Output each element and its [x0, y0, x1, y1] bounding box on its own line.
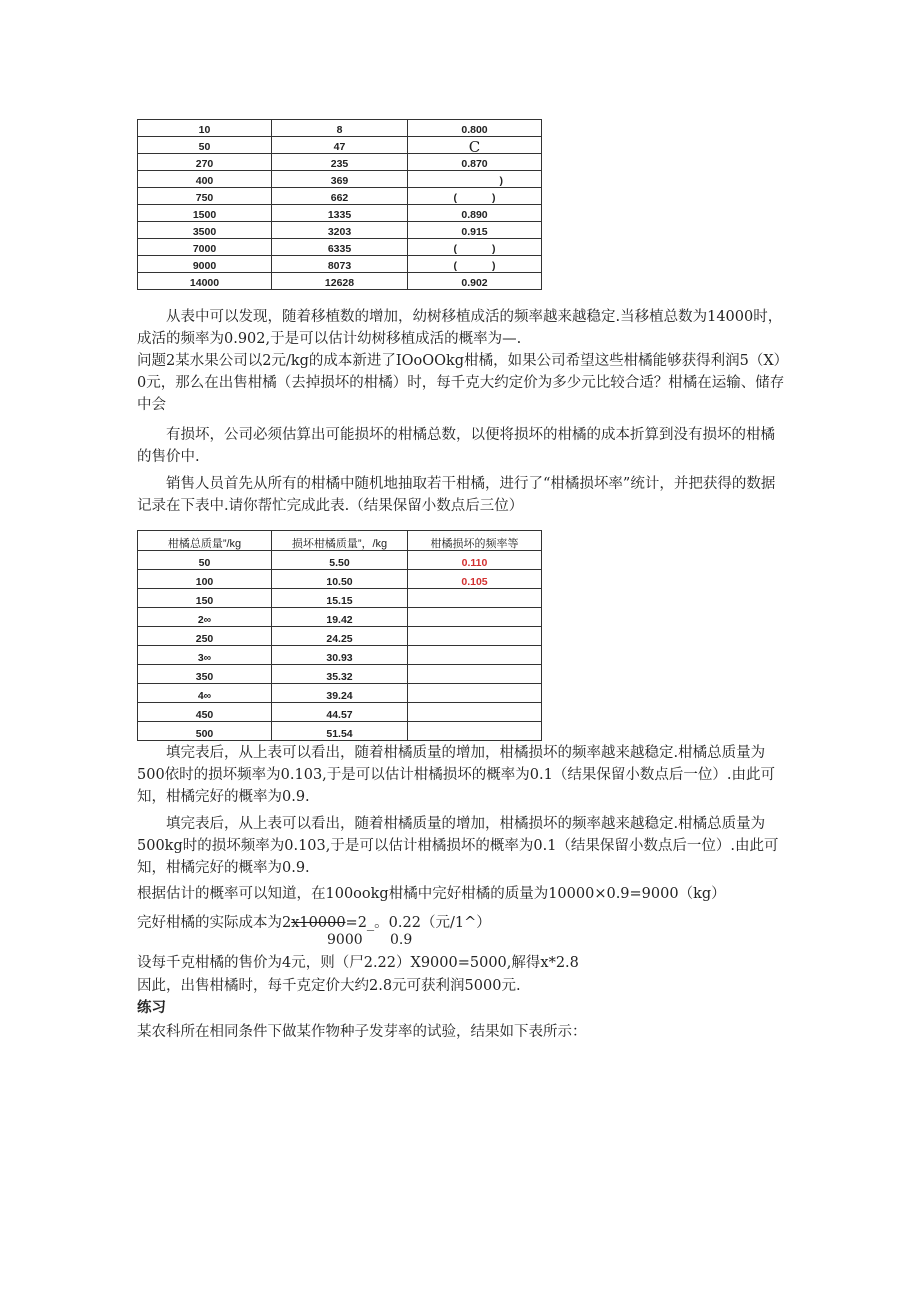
- table-cell: 3203: [272, 222, 408, 239]
- table-cell: 14000: [138, 273, 272, 290]
- line-actual-cost: [137, 912, 491, 934]
- table-row: [138, 703, 542, 722]
- table-cell: C: [408, 137, 542, 154]
- table-row: [138, 627, 542, 646]
- table-cell: ( ): [408, 256, 542, 273]
- cost-struck: x10000: [291, 915, 346, 931]
- table-row: [138, 608, 542, 627]
- cost-prefix: 完好柑橘的实际成本为: [137, 915, 282, 931]
- paragraph-damage-explanation: 有损坏，公司必须估算出可能损坏的柑橘总数，以便将损坏的柑橘的成本折算到没有损坏的柑橘的售价中.: [137, 427, 775, 465]
- table-cell: ): [408, 171, 542, 188]
- table-cell: 500: [138, 722, 272, 741]
- column-header: 损坏柑橘质量”，/kg: [272, 531, 408, 551]
- column-header: 柑橘损坏的频率等: [408, 531, 542, 551]
- line-good-mass: 根据估计的概率可以知道，在100ookg柑橘中完好柑橘的质量为10000×0.9=9000（kg）: [137, 886, 726, 902]
- table-cell: 1335: [272, 205, 408, 222]
- table-cell: 9000: [138, 256, 272, 273]
- table-row: [138, 239, 542, 256]
- table-cell: 44.57: [272, 703, 408, 722]
- paragraph-conclusion-seedlings: 从表中可以发现，随着移植数的增加，幼树移植成活的频率越来越稳定.当移植总数为14000时，成活的频率为0.902,于是可以估计幼树移植成活的概率为—.: [137, 309, 783, 347]
- table-row: [138, 137, 542, 154]
- column-header: 柑橘总质量”/kg: [138, 531, 272, 551]
- table-cell: [408, 608, 542, 627]
- table-cell: 10.50: [272, 570, 408, 589]
- table-row: [138, 273, 542, 290]
- table-cell: ( ): [408, 239, 542, 256]
- table-row: [138, 722, 542, 741]
- table-cell: 10: [138, 120, 272, 137]
- table-cell: [408, 627, 542, 646]
- table-row: [138, 665, 542, 684]
- table-cell: 3∞: [138, 646, 272, 665]
- table-cell: 0.915: [408, 222, 542, 239]
- paragraph-fill-table-2: 填完表后，从上表可以看出，随着柑橘质量的增加，柑橘损坏的频率越来越稳定.柑橘总质量为500kg时的损坏频率为0.103,于是可以估计柑橘损坏的概率为0.1（结果保留小数点后一位）.由此可知，柑橘完好的概率为0.9.: [137, 816, 779, 876]
- table-row: [138, 188, 542, 205]
- table-cell: 350: [138, 665, 272, 684]
- table-cell: 35.32: [272, 665, 408, 684]
- table-cell: 0.902: [408, 273, 542, 290]
- seedling-transplant-table: [137, 119, 542, 290]
- table-cell: 0.110: [408, 551, 542, 570]
- table-cell: 4∞: [138, 684, 272, 703]
- table-cell: 7000: [138, 239, 272, 256]
- table-cell: 0.105: [408, 570, 542, 589]
- table-cell: 39.24: [272, 684, 408, 703]
- table-cell: 50: [138, 137, 272, 154]
- table-cell: 24.25: [272, 627, 408, 646]
- table-row: [138, 570, 542, 589]
- table-cell: 47: [272, 137, 408, 154]
- table-cell: 369: [272, 171, 408, 188]
- table-cell: 5.50: [272, 551, 408, 570]
- table-row: [138, 205, 542, 222]
- table-cell: 1500: [138, 205, 272, 222]
- table-cell: 0.870: [408, 154, 542, 171]
- table-cell: 250: [138, 627, 272, 646]
- table-cell: [408, 646, 542, 665]
- table-row: [138, 171, 542, 188]
- table-cell: [408, 665, 542, 684]
- table-cell: 0.890: [408, 205, 542, 222]
- table-cell: 100: [138, 570, 272, 589]
- table-row: [138, 551, 542, 570]
- table-cell: 662: [272, 188, 408, 205]
- table-cell: 12628: [272, 273, 408, 290]
- table-row: [138, 256, 542, 273]
- table-cell: 3500: [138, 222, 272, 239]
- table-row: [138, 120, 542, 137]
- table-cell: 2∞: [138, 608, 272, 627]
- table-header-row: [138, 531, 542, 551]
- table-cell: ( ): [408, 188, 542, 205]
- table-cell: 8073: [272, 256, 408, 273]
- table-cell: 30.93: [272, 646, 408, 665]
- paragraph-sampling-instructions: 销售人员首先从所有的柑橘中随机地抽取若干柑橘，进行了“柑橘损坏率”统计，并把获得的数据记录在下表中.请你帮忙完成此表.（结果保留小数点后三位）: [137, 476, 776, 514]
- table-row: [138, 646, 542, 665]
- fraction-denominator-1: 9000: [327, 932, 363, 948]
- paragraph-problem-2: 问题2某水果公司以2元/kg的成本新进了IOoOOkg柑橘，如果公司希望这些柑橘能够获得利润5（X）0元，那么在出售柑橘（去掉损坏的柑橘）时，每千克大约定价为多少元比较合适？柑橘在运输、储存中会: [137, 353, 785, 413]
- line-practice-intro: 某农科所在相同条件下做某作物种子发芽率的试验，结果如下表所示：: [137, 1024, 587, 1040]
- table-cell: 270: [138, 154, 272, 171]
- table-cell: [408, 589, 542, 608]
- table-cell: 6335: [272, 239, 408, 256]
- table-cell: 19.42: [272, 608, 408, 627]
- paragraph-fill-table-1: 填完表后，从上表可以看出，随着柑橘质量的增加，柑橘损坏的频率越来越稳定.柑橘总质量为500依时的损坏频率为0.103,于是可以估计柑橘损坏的概率为0.1（结果保留小数点后一位）.由此可知，柑橘完好的概率为0.9.: [137, 745, 775, 805]
- table-row: [138, 154, 542, 171]
- table-cell: [408, 703, 542, 722]
- table-row: [138, 684, 542, 703]
- table-cell: 450: [138, 703, 272, 722]
- table-cell: 50: [138, 551, 272, 570]
- table-row: [138, 589, 542, 608]
- table-cell: [408, 684, 542, 703]
- line-conclusion-price: 因此，出售柑橘时，每千克定价大约2.8元可获利润5000元.: [137, 978, 521, 994]
- orange-damage-table: [137, 530, 542, 741]
- table-cell: 15.15: [272, 589, 408, 608]
- section-heading-practice: 练习: [137, 1000, 166, 1016]
- table-cell: 8: [272, 120, 408, 137]
- table-cell: 235: [272, 154, 408, 171]
- fraction-denominator-2: 0.9: [390, 932, 413, 948]
- table-cell: 0.800: [408, 120, 542, 137]
- cost-rest: =2_。0.22（元/1^）: [345, 915, 491, 931]
- table-cell: 400: [138, 171, 272, 188]
- table-row: [138, 222, 542, 239]
- table-cell: 150: [138, 589, 272, 608]
- table-cell: 51.54: [272, 722, 408, 741]
- table-cell: [408, 722, 542, 741]
- line-price-equation: 设每千克柑橘的售价为4元，则（尸2.22）X9000=5000,解得x*2.8: [137, 955, 579, 971]
- cost-num: 2: [282, 915, 292, 931]
- table-cell: 750: [138, 188, 272, 205]
